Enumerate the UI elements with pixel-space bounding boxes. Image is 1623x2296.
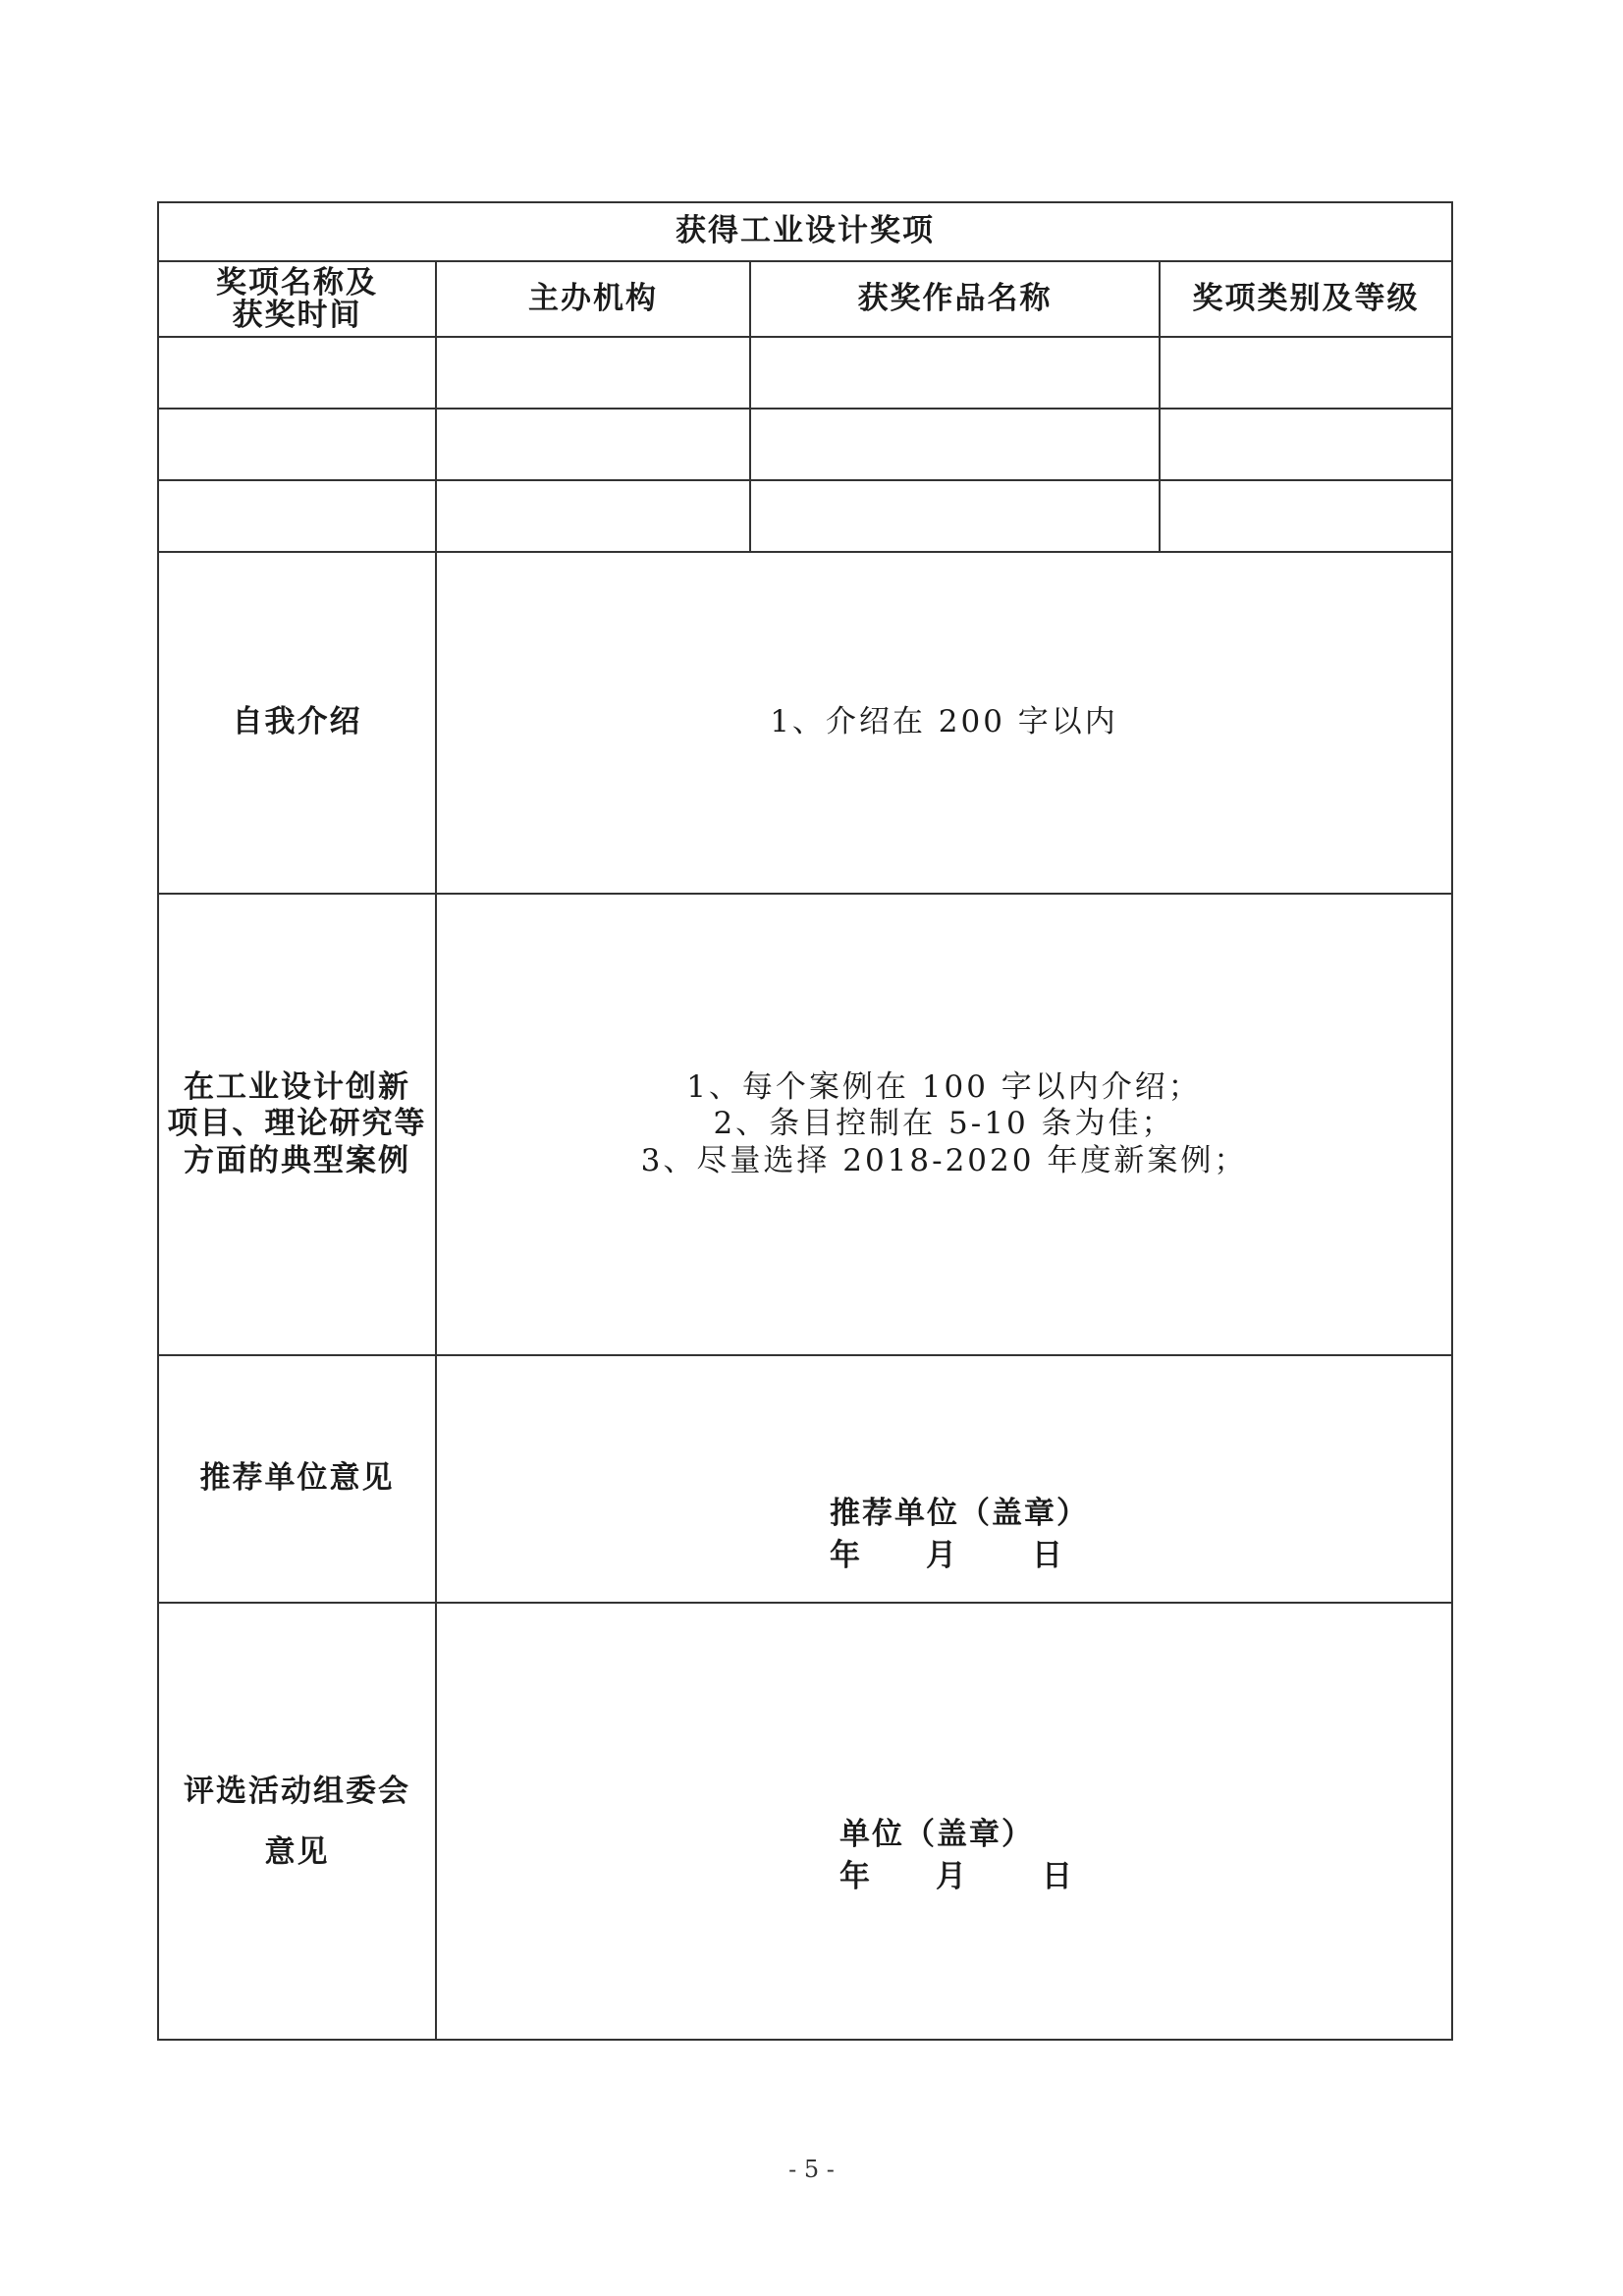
cell-work[interactable]: [750, 337, 1160, 409]
header-organizer: 主办机构: [436, 261, 750, 337]
award-form-table: [157, 201, 1453, 2041]
recommend-date-month: 月: [926, 1538, 958, 1574]
recommend-stamp: 推荐单位（盖章）: [830, 1496, 1089, 1531]
table-title: 获得工业设计奖项: [158, 202, 1452, 261]
cases-label-line1: 在工业设计创新: [184, 1069, 410, 1106]
evaluation-label-line2: 意见: [264, 1833, 330, 1870]
cases-note-2: 2、条目控制在 5-10 条为佳；: [713, 1106, 1175, 1142]
cell-level[interactable]: [1160, 480, 1452, 552]
cases-note-3: 3、尽量选择 2018-2020 年度新案例；: [640, 1142, 1248, 1178]
evaluation-date-month: 月: [936, 1859, 968, 1895]
cell-level[interactable]: [1160, 409, 1452, 480]
cases-label: [158, 894, 436, 1355]
page-number: - 5 -: [788, 2156, 835, 2183]
header-category-level: 奖项类别及等级: [1160, 261, 1452, 337]
recommend-field[interactable]: [436, 1355, 1452, 1603]
cell-work[interactable]: [750, 409, 1160, 480]
evaluation-label: [158, 1603, 436, 2040]
cell-organizer[interactable]: [436, 480, 750, 552]
evaluation-date: [839, 1859, 1451, 1895]
evaluation-stamp: 单位（盖章）: [839, 1817, 1034, 1852]
cell-award[interactable]: [158, 480, 436, 552]
cases-label-line3: 方面的典型案例: [184, 1142, 410, 1178]
recommend-row: [158, 1355, 1452, 1603]
header-award-name-line2: 获奖时间: [232, 297, 362, 333]
cell-organizer[interactable]: [436, 337, 750, 409]
cases-row: [158, 894, 1452, 1355]
cases-label-line2: 项目、理论研究等: [167, 1106, 427, 1142]
cell-award[interactable]: [158, 337, 436, 409]
table-title-row: [158, 202, 1452, 261]
recommend-date-year: 年: [830, 1538, 862, 1574]
cases-note-1: 1、每个案例在 100 字以内介绍；: [686, 1069, 1202, 1106]
evaluation-row: [158, 1603, 1452, 2040]
header-award-name-time: [158, 261, 436, 337]
cell-award[interactable]: [158, 409, 436, 480]
recommend-date-day: 日: [1032, 1538, 1064, 1574]
self-intro-row: [158, 552, 1452, 894]
table-header-row: [158, 261, 1452, 337]
evaluation-stamp-block: [437, 1817, 1451, 1895]
evaluation-field[interactable]: [436, 1603, 1452, 2040]
recommend-date: [830, 1538, 1451, 1574]
evaluation-label-line1: 评选活动组委会: [184, 1773, 410, 1809]
header-work-name: 获奖作品名称: [750, 261, 1160, 337]
evaluation-date-year: 年: [839, 1859, 872, 1895]
self-intro-label: 自我介绍: [158, 552, 436, 894]
recommend-stamp-block: [437, 1496, 1451, 1574]
table-row: [158, 409, 1452, 480]
self-intro-field[interactable]: [436, 552, 1452, 894]
cell-work[interactable]: [750, 480, 1160, 552]
recommend-label: 推荐单位意见: [158, 1355, 436, 1603]
self-intro-note: 1、介绍在 200 字以内: [770, 704, 1118, 740]
evaluation-date-day: 日: [1042, 1859, 1074, 1895]
table-row: [158, 480, 1452, 552]
table-row: [158, 337, 1452, 409]
cell-level[interactable]: [1160, 337, 1452, 409]
cell-organizer[interactable]: [436, 409, 750, 480]
header-award-name-line1: 奖项名称及: [216, 264, 378, 301]
cases-field[interactable]: [436, 894, 1452, 1355]
